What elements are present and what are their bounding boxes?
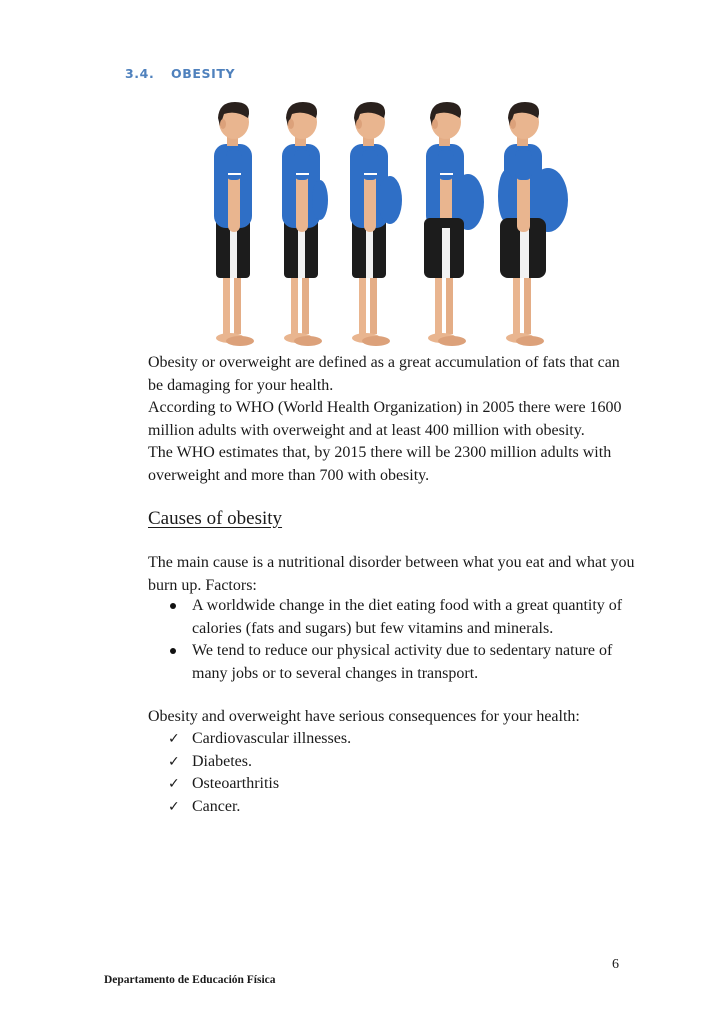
obesity-progression-figures (200, 92, 570, 346)
list-item: ✓ Cancer. (160, 796, 351, 819)
checkmark-icon: ✓ (168, 776, 180, 793)
list-item: We tend to reduce our physical activity due to sedentary nature of many jobs or to several changes in transport. (160, 640, 630, 685)
section-number: 3.4. (125, 66, 155, 81)
intro-text (148, 352, 638, 487)
list-item: A worldwide change in the diet eating food with a great quantity of calories (fats and sugars) but few vitamins and minerals. (160, 595, 630, 640)
list-item: ✓ Diabetes. (160, 751, 351, 774)
checkmark-icon: ✓ (168, 731, 180, 747)
page-number: 6 (612, 957, 619, 972)
causes-intro: The main cause is a nutritional disorder between what you eat and what you burn up. Factors: (148, 554, 635, 594)
page-footer: Departamento de Educación Física (104, 974, 276, 986)
checkmark-icon: ✓ (168, 798, 180, 815)
consequences-intro: Obesity and overweight have serious consequences for your health: (148, 708, 580, 725)
intro-paragraph: According to WHO (World Health Organization) in 2005 there were 1600 million adults with overweight and at least 400 million with obesity. (148, 399, 622, 439)
intro-paragraph: The WHO estimates that, by 2015 there will be 2300 million adults with overweight and more than 700 with obesity. (148, 444, 612, 484)
bullet-icon (170, 648, 176, 654)
checkmark-icon: ✓ (168, 753, 180, 770)
consequences-list (160, 728, 351, 818)
causes-heading: Causes of obesity (148, 508, 283, 529)
section-title: OBESITY (171, 66, 236, 81)
bullet-icon (170, 603, 176, 609)
causes-list (160, 595, 630, 685)
list-item: ✓ Osteoarthritis (160, 773, 351, 796)
intro-paragraph: Obesity or overweight are defined as a great accumulation of fats that can be damaging for your health. (148, 354, 620, 394)
list-item: ✓ Cardiovascular illnesses. (160, 728, 351, 751)
section-heading (125, 66, 235, 81)
